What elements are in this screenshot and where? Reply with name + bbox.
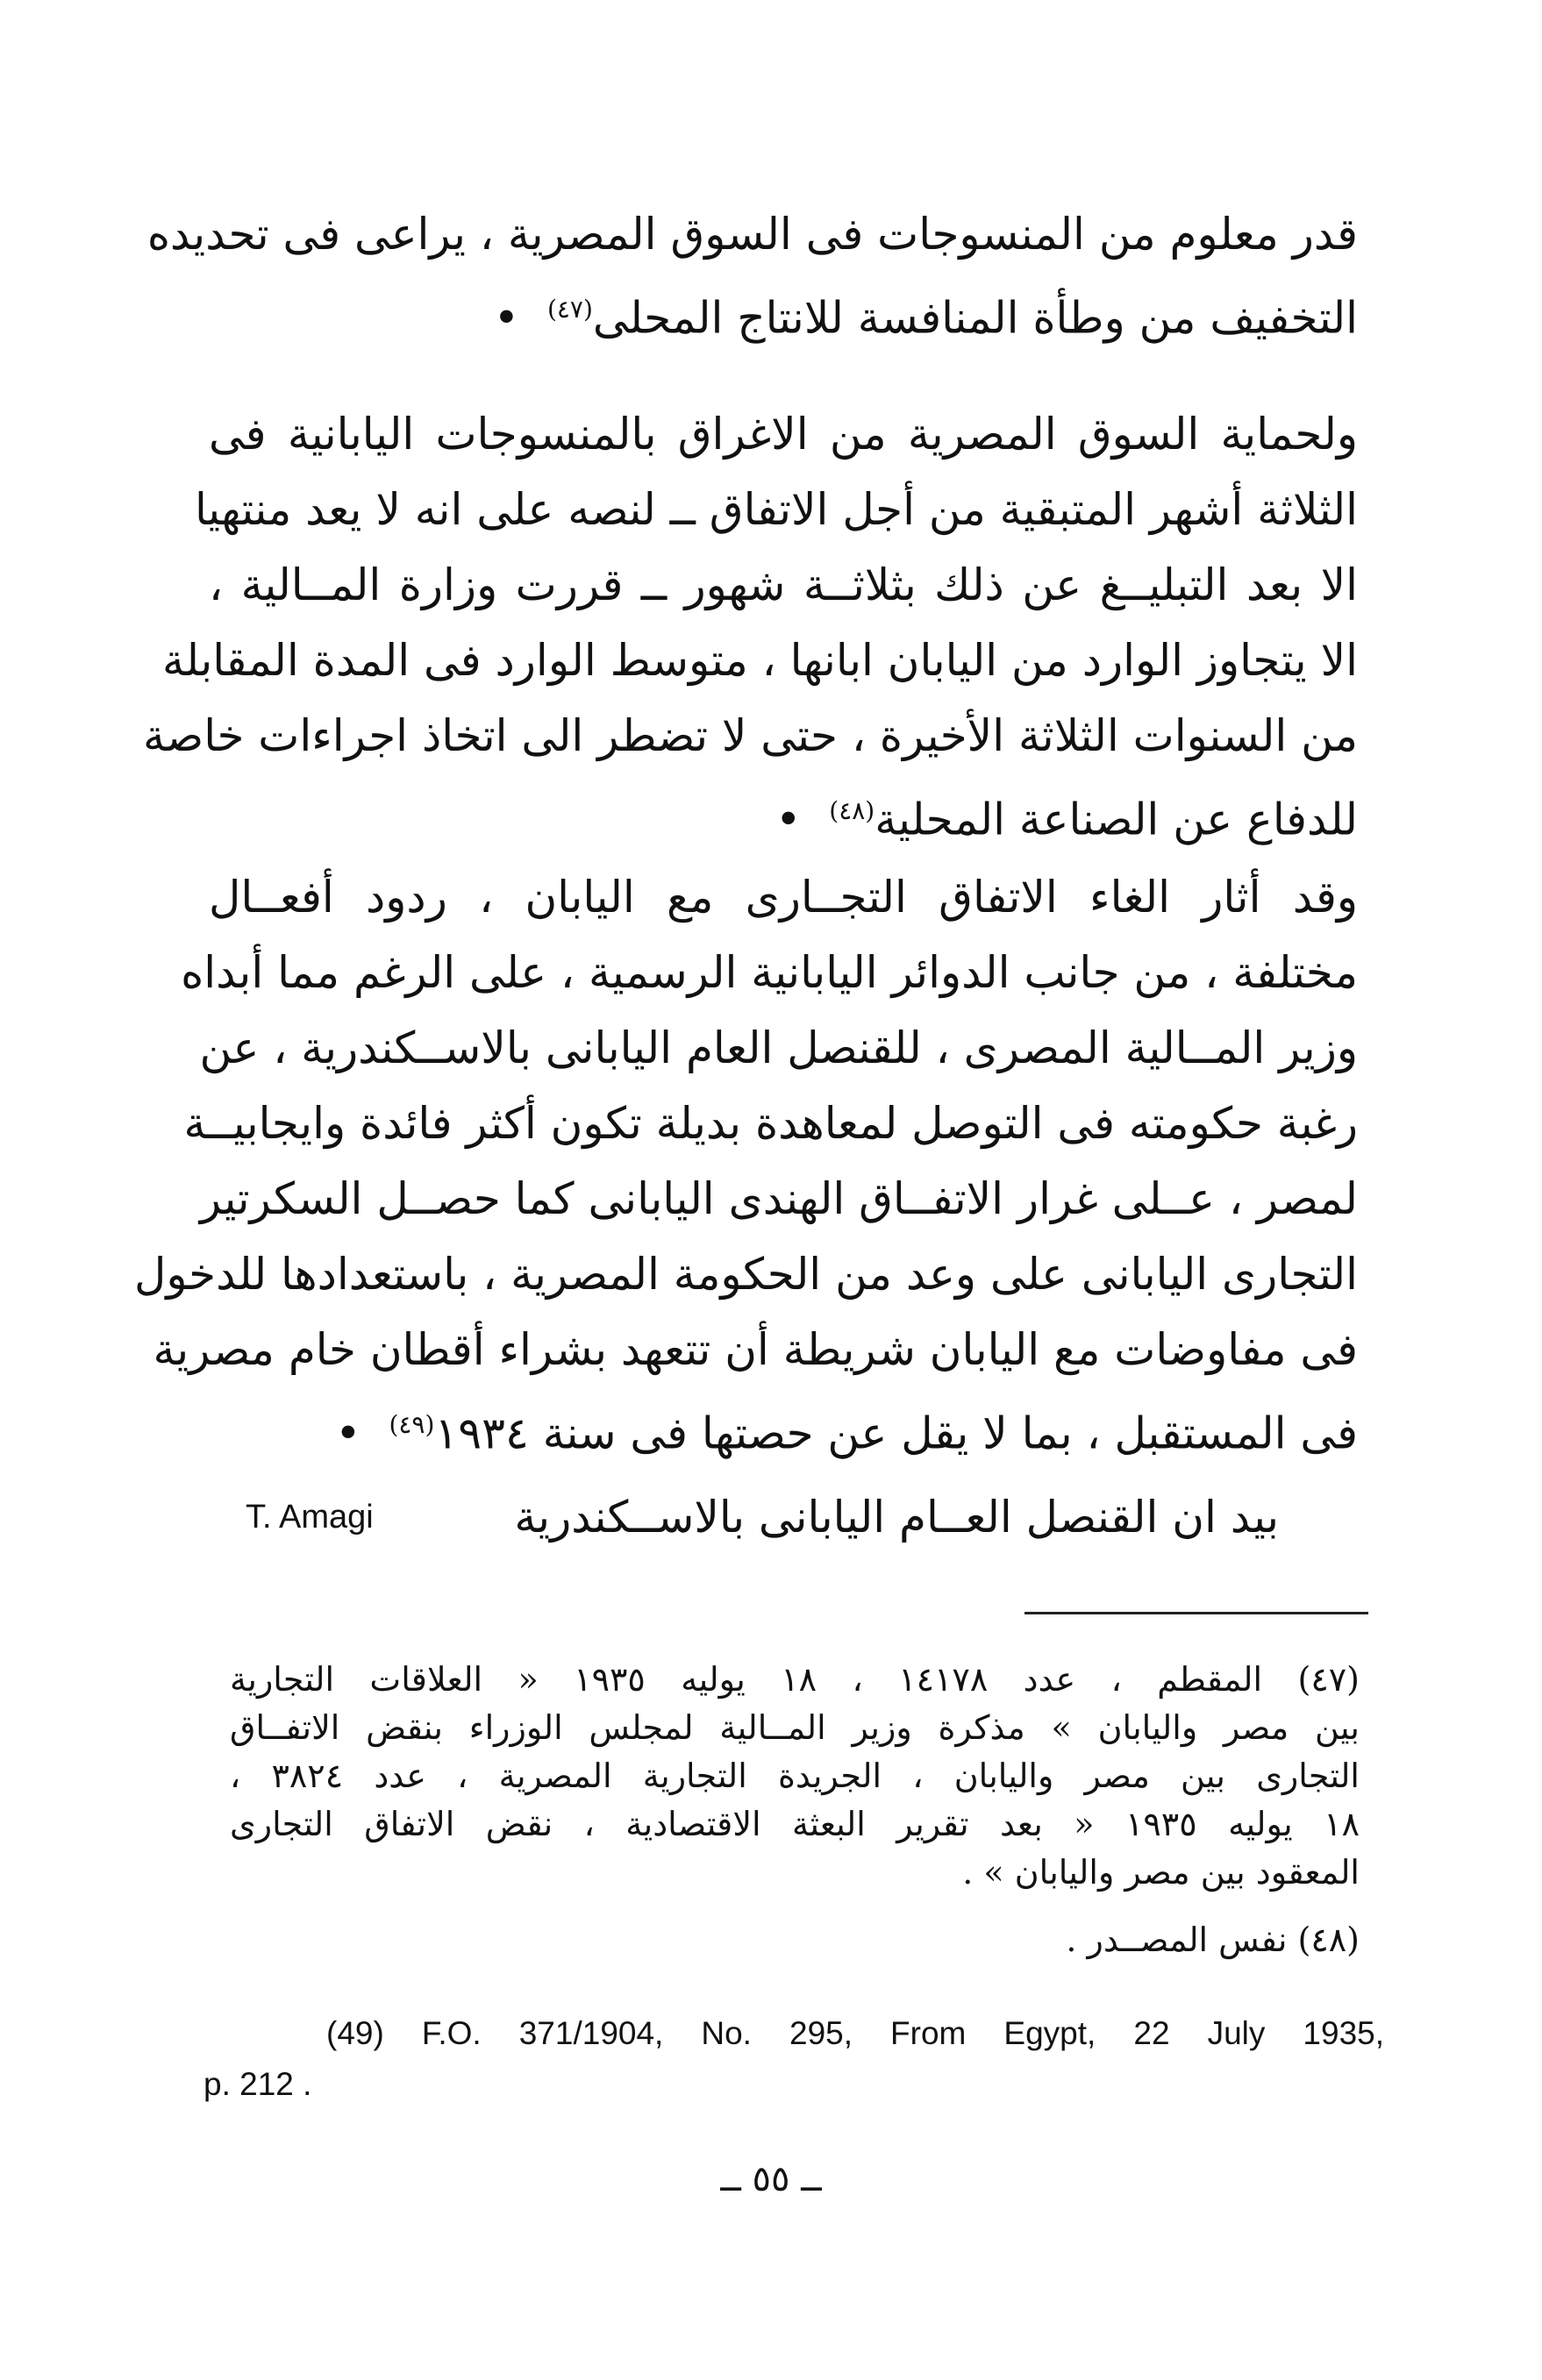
closing-line: [237, 1482, 1279, 1552]
paragraph-1: [146, 196, 1358, 356]
text-line: رغبة حكومته فى التوصل لمعاهدة بديلة تكون أكثر فائدة وايجابيــة: [183, 1098, 1358, 1149]
footnote-line: (٤٧) المقطم ، عدد ١٤١٧٨ ، ١٨ يوليه ١٩٣٥ « العلاقات التجارية: [230, 1660, 1360, 1699]
text-line: مختلفة ، من جانب الدوائر اليابانية الرسمية ، على الرغم مما أبداه: [181, 947, 1358, 998]
text-line: وقد أثار الغاء الاتفاق التجــارى مع اليابان ، ردود أفعــال: [209, 872, 1358, 923]
paragraph-2: [143, 396, 1358, 858]
footnote-ref: (٤٧): [546, 295, 593, 324]
text-line-content: فى المستقبل ، بما لا يقل عن حصتها فى سنة ١٩٣٤: [434, 1407, 1358, 1459]
text-line: ولحماية السوق المصرية من الاغراق بالمنسوجات اليابانية فى: [209, 409, 1358, 460]
footnote-49: [203, 2008, 1384, 2110]
page-number: ــ ٥٥ ــ: [720, 2159, 822, 2199]
footnote-line: المعقود بين مصر واليابان » .: [962, 1853, 1360, 1892]
footnote-line: بين مصر واليابان » مذكرة وزير المــالية لمجلس الوزراء بنقض الاتفــاق: [230, 1708, 1360, 1747]
period-mark: •: [335, 1407, 361, 1459]
text-line: الا يتجاوز الوارد من اليابان ابانها ، متوسط الوارد فى المدة المقابلة: [161, 635, 1358, 686]
footnote-line: (٤٨) نفس المصــدر .: [1066, 1920, 1360, 1959]
footnote-line: ١٨ يوليه ١٩٣٥ « بعد تقرير البعثة الاقتصادية ، نقض الاتفاق التجارى: [230, 1805, 1360, 1843]
text-line: [209, 272, 1358, 356]
period-mark: •: [493, 292, 520, 344]
text-line: الثلاثة أشهر المتبقية من أجل الاتفاق ــ لنصه على انه لا يعد منتهيا: [194, 484, 1358, 535]
text-line: فى مفاوضات مع اليابان شريطة أن تتعهد بشراء أقطان خام مصرية: [153, 1324, 1358, 1375]
footnote-divider: [1024, 1612, 1368, 1614]
footnote-48: [230, 1916, 1360, 1964]
text-line: من السنوات الثلاثة الأخيرة ، حتى لا تضطر الى اتخاذ اجراءات خاصة: [143, 710, 1358, 761]
footnote-line: التجارى بين مصر واليابان ، الجريدة التجارية المصرية ، عدد ٣٨٢٤ ،: [230, 1756, 1360, 1795]
text-line: لمصر ، عــلى غرار الاتفــاق الهندى اليابانى كما حصــل السكرتير: [199, 1173, 1358, 1224]
footnote-47: [230, 1656, 1360, 1897]
footnote-ref: (٤٩): [389, 1410, 435, 1439]
text-line: [209, 1387, 1358, 1471]
text-line-content: للدفاع عن الصناعة المحلية: [875, 794, 1358, 845]
closing-arabic-text: بيد ان القنصل العــام اليابانى بالاســكندرية: [514, 1492, 1279, 1543]
footnote-ref: (٤٨): [829, 796, 875, 825]
text-line-content: التخفيف من وطأة المنافسة للانتاج المحلى: [592, 292, 1358, 344]
text-line: الا بعد التبليــغ عن ذلك بثلاثــة شهور ــ قررت وزارة المــالية ،: [209, 559, 1358, 610]
text-line: وزير المــالية المصرى ، للقنصل العام اليابانى بالاســكندرية ، عن: [199, 1023, 1358, 1073]
footnote-line: (49) F.O. 371/1904, No. 295, From Egypt, 22 July 1935,: [326, 2015, 1384, 2051]
text-line: التجارى اليابانى على وعد من الحكومة المصرية ، باستعدادها للدخول: [134, 1249, 1358, 1300]
text-line: [209, 773, 1358, 858]
paragraph-3: [134, 859, 1358, 1471]
consul-name: T. Amagi: [246, 1499, 374, 1536]
period-mark: •: [775, 794, 802, 845]
footnote-line: p. 212 .: [203, 2066, 312, 2102]
text-line: قدر معلوم من المنسوجات فى السوق المصرية ، يراعى فى تحديده: [146, 209, 1358, 260]
